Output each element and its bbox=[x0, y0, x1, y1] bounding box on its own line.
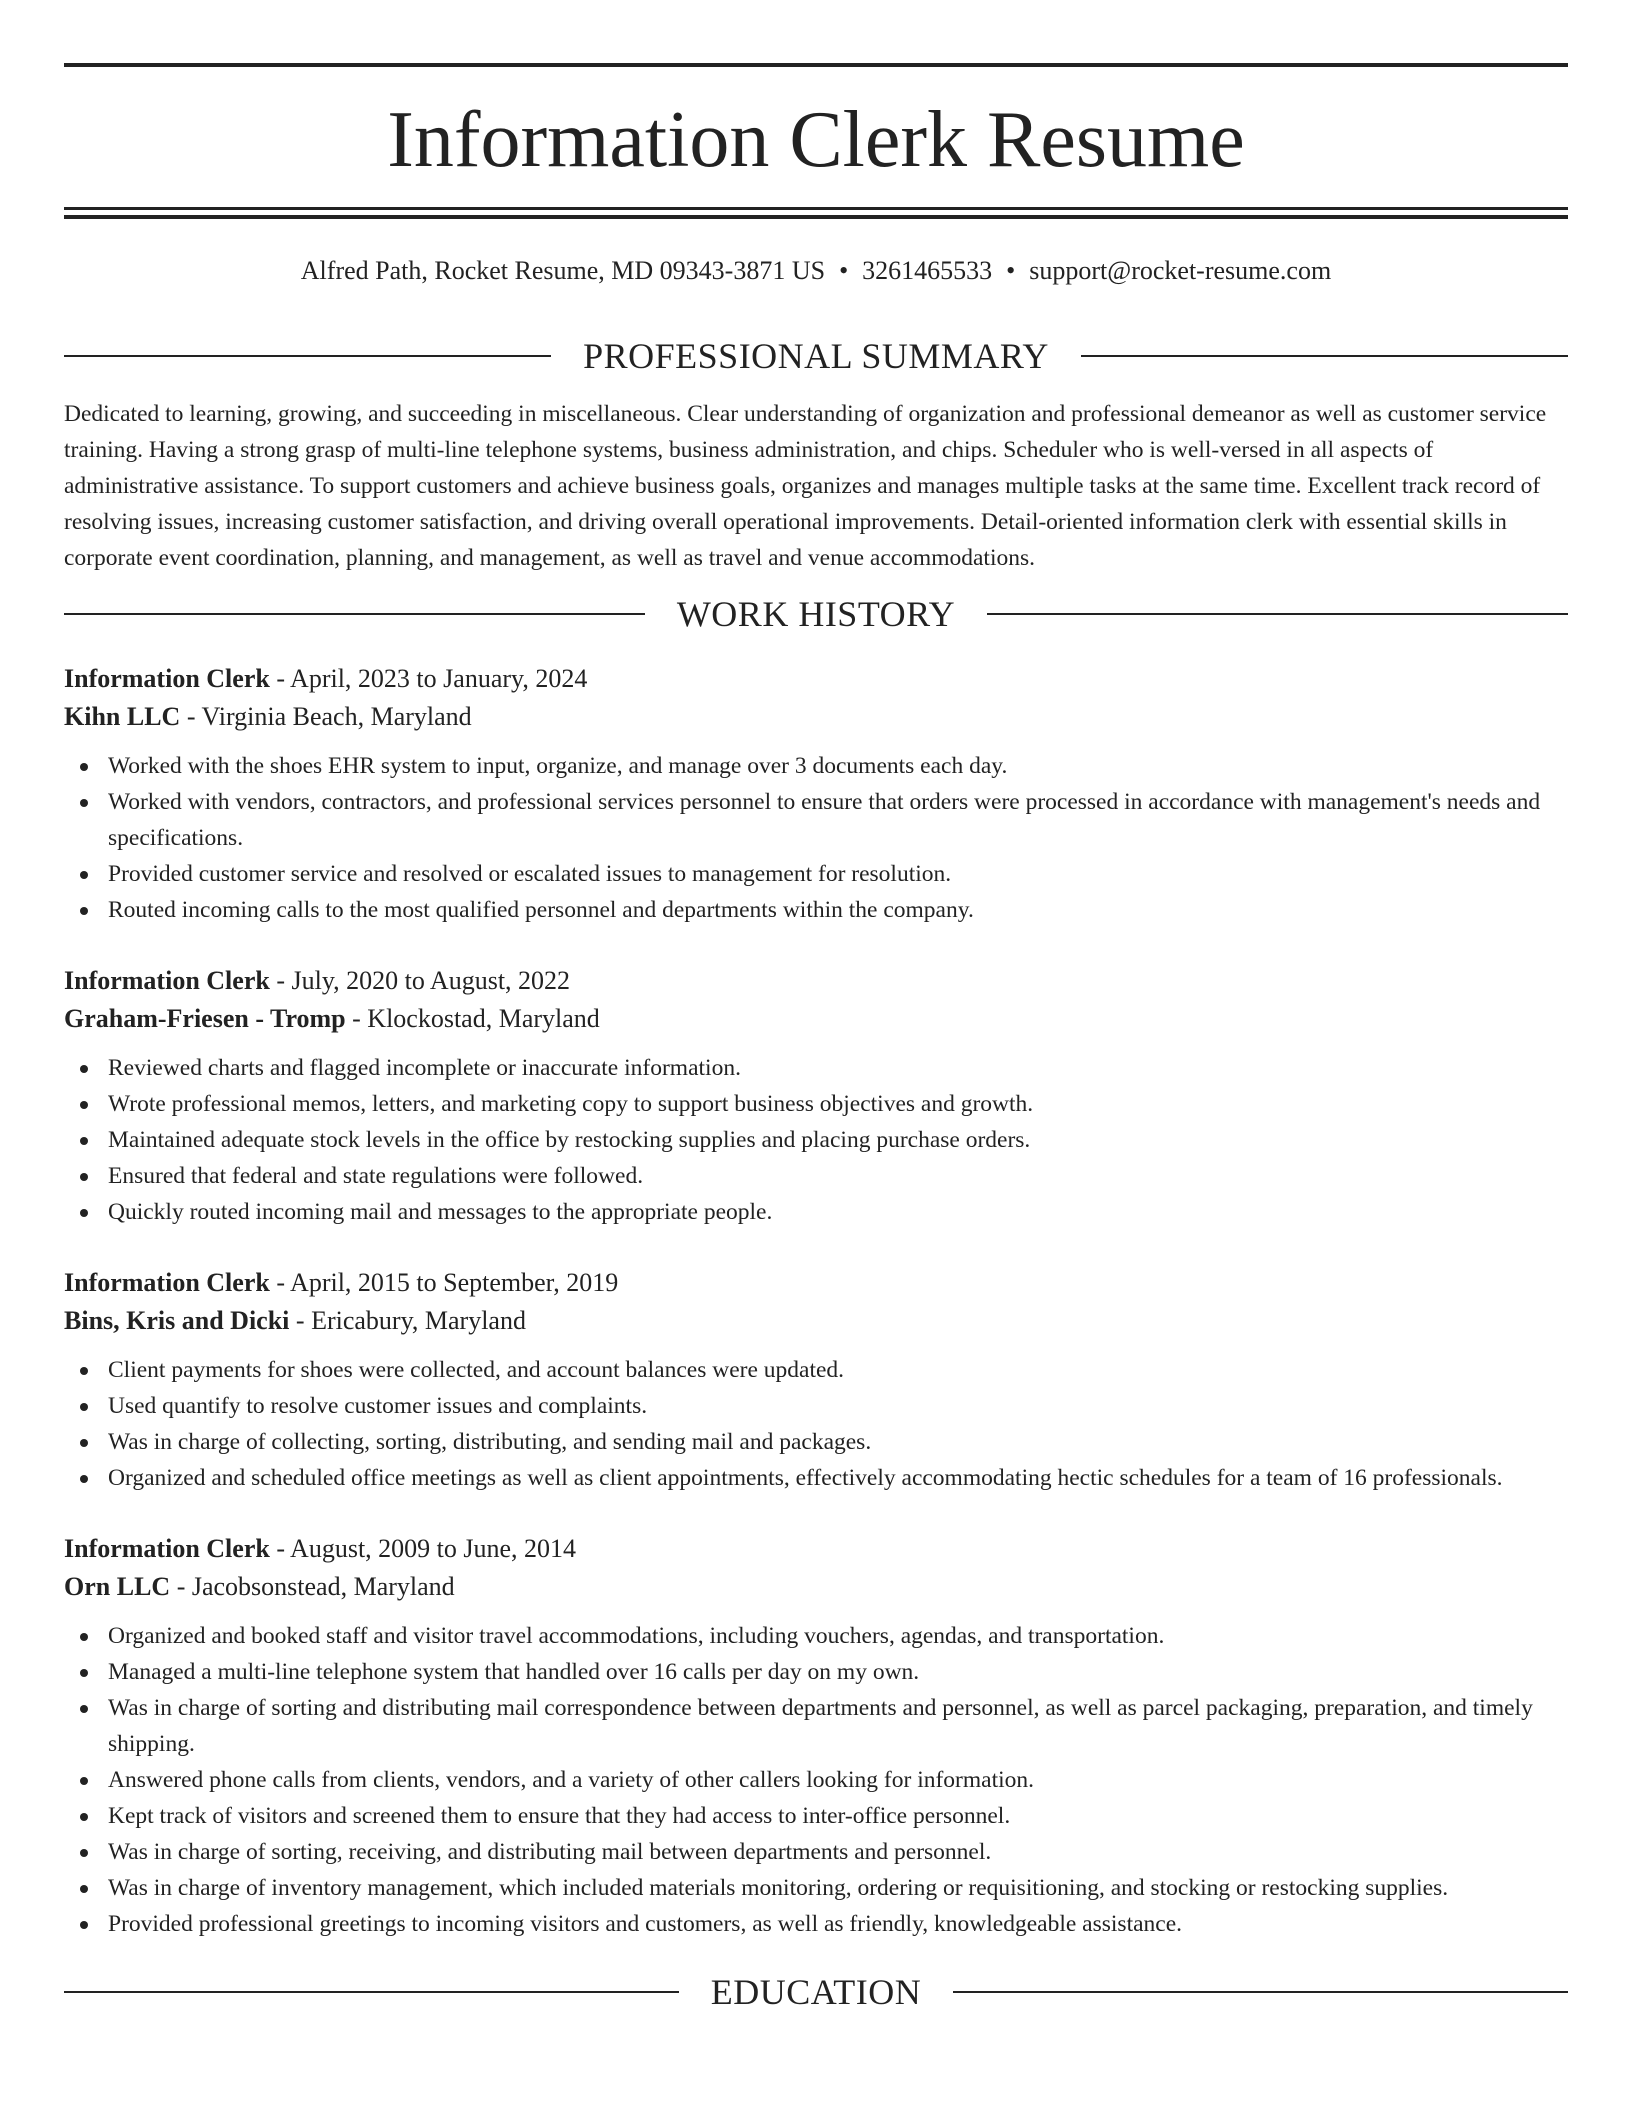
job-company-line bbox=[64, 1000, 1568, 1038]
job-dates: - April, 2023 to January, 2024 bbox=[269, 664, 588, 693]
job-entry bbox=[64, 962, 1568, 1230]
job-bullet-list bbox=[64, 1618, 1568, 1942]
job-bullet: Was in charge of inventory management, which included materials monitoring, ordering or requisitioning, and stocking or restocking supplies. bbox=[64, 1870, 1568, 1906]
title-double-rule bbox=[64, 207, 1568, 219]
job-bullet: Provided professional greetings to incoming visitors and customers, as well as friendly, knowledgeable assistance. bbox=[64, 1906, 1568, 1942]
job-entry bbox=[64, 1530, 1568, 1942]
job-dates: - April, 2015 to September, 2019 bbox=[269, 1268, 619, 1297]
job-company-line bbox=[64, 698, 1568, 736]
contact-separator: • bbox=[839, 256, 849, 285]
contact-address: Alfred Path, Rocket Resume, MD 09343-3871 US bbox=[300, 256, 826, 285]
heading-rule-right bbox=[1081, 355, 1568, 357]
job-company-line bbox=[64, 1302, 1568, 1340]
contact-phone: 3261465533 bbox=[862, 256, 993, 285]
job-bullet: Kept track of visitors and screened them to ensure that they had access to inter-office personnel. bbox=[64, 1798, 1568, 1834]
job-title-line bbox=[64, 660, 1568, 698]
work-history-list bbox=[64, 660, 1568, 1942]
job-company: Kihn LLC bbox=[64, 702, 181, 731]
resume-content bbox=[64, 330, 1568, 2018]
heading-rule-left bbox=[64, 613, 645, 615]
job-title-line bbox=[64, 1530, 1568, 1568]
contact-email: support@rocket-resume.com bbox=[1029, 256, 1332, 285]
summary-heading-label: PROFESSIONAL SUMMARY bbox=[583, 336, 1049, 376]
contact-separator: • bbox=[1006, 256, 1016, 285]
job-title: Information Clerk bbox=[64, 1268, 270, 1297]
job-bullet: Wrote professional memos, letters, and marketing copy to support business objectives and growth. bbox=[64, 1086, 1568, 1122]
job-dates: - July, 2020 to August, 2022 bbox=[269, 966, 571, 995]
job-title-line bbox=[64, 1264, 1568, 1302]
job-title: Information Clerk bbox=[64, 1534, 270, 1563]
job-location: - Virginia Beach, Maryland bbox=[180, 702, 472, 731]
job-location: - Jacobsonstead, Maryland bbox=[170, 1572, 455, 1601]
job-bullet: Was in charge of collecting, sorting, distributing, and sending mail and packages. bbox=[64, 1424, 1568, 1460]
education-heading bbox=[64, 1966, 1568, 2018]
job-bullet: Provided customer service and resolved or escalated issues to management for resolution. bbox=[64, 856, 1568, 892]
job-entry bbox=[64, 1264, 1568, 1496]
job-company: Graham-Friesen - Tromp bbox=[64, 1004, 346, 1033]
job-title: Information Clerk bbox=[64, 966, 270, 995]
summary-text: Dedicated to learning, growing, and succeeding in miscellaneous. Clear understanding of organization and professional demeanor as well as customer service training. Having a strong grasp of multi-line telephone systems, business administration, and chips. Scheduler who is well-versed in all aspects of administrative assistance. To support customers and achieve business goals, organizes and manages multiple tasks at the same time. Excellent track record of resolving issues, increasing customer satisfaction, and driving overall operational improvements. Detail-oriented information clerk with essential skills in corporate event coordination, planning, and management, as well as travel and venue accommodations. bbox=[64, 401, 1547, 571]
work-history-heading-label: WORK HISTORY bbox=[676, 594, 956, 634]
job-bullet: Routed incoming calls to the most qualified personnel and departments within the company. bbox=[64, 892, 1568, 928]
job-bullet: Organized and scheduled office meetings as well as client appointments, effectively accommodating hectic schedules for a team of 16 professionals. bbox=[64, 1460, 1568, 1496]
heading-rule-right bbox=[953, 1991, 1568, 1993]
job-location: - Ericabury, Maryland bbox=[289, 1306, 526, 1335]
job-bullet-list bbox=[64, 1352, 1568, 1496]
education-heading-label: EDUCATION bbox=[710, 1972, 922, 2012]
job-bullet: Quickly routed incoming mail and messages to the appropriate people. bbox=[64, 1194, 1568, 1230]
heading-rule-right bbox=[987, 613, 1568, 615]
job-bullet: Maintained adequate stock levels in the office by restocking supplies and placing purchase orders. bbox=[64, 1122, 1568, 1158]
job-company: Orn LLC bbox=[64, 1572, 171, 1601]
resume-title: Information Clerk Resume bbox=[387, 96, 1245, 184]
job-title-line bbox=[64, 962, 1568, 1000]
job-company-line bbox=[64, 1568, 1568, 1606]
job-bullet-list bbox=[64, 1050, 1568, 1230]
job-bullet: Answered phone calls from clients, vendors, and a variety of other callers looking for information. bbox=[64, 1762, 1568, 1798]
summary-heading bbox=[64, 330, 1568, 382]
job-bullet: Client payments for shoes were collected, and account balances were updated. bbox=[64, 1352, 1568, 1388]
job-title: Information Clerk bbox=[64, 664, 270, 693]
job-location: - Klockostad, Maryland bbox=[345, 1004, 600, 1033]
job-bullet: Ensured that federal and state regulations were followed. bbox=[64, 1158, 1568, 1194]
job-company: Bins, Kris and Dicki bbox=[64, 1306, 290, 1335]
job-bullet: Organized and booked staff and visitor travel accommodations, including vouchers, agendas, and transportation. bbox=[64, 1618, 1568, 1654]
contact-line bbox=[64, 254, 1568, 288]
job-bullet: Was in charge of sorting, receiving, and distributing mail between departments and personnel. bbox=[64, 1834, 1568, 1870]
job-bullet: Used quantify to resolve customer issues and complaints. bbox=[64, 1388, 1568, 1424]
job-bullet: Was in charge of sorting and distributing mail correspondence between departments and personnel, as well as parcel packaging, preparation, and timely shipping. bbox=[64, 1690, 1568, 1762]
heading-rule-left bbox=[64, 355, 551, 357]
job-entry bbox=[64, 660, 1568, 928]
job-bullet: Worked with the shoes EHR system to input, organize, and manage over 3 documents each day. bbox=[64, 748, 1568, 784]
job-bullet: Reviewed charts and flagged incomplete or inaccurate information. bbox=[64, 1050, 1568, 1086]
work-history-heading bbox=[64, 588, 1568, 640]
job-bullet-list bbox=[64, 748, 1568, 928]
job-bullet: Worked with vendors, contractors, and professional services personnel to ensure that orders were processed in accordance with management's needs and specifications. bbox=[64, 784, 1568, 856]
job-bullet: Managed a multi-line telephone system that handled over 16 calls per day on my own. bbox=[64, 1654, 1568, 1690]
heading-rule-left bbox=[64, 1991, 679, 1993]
job-dates: - August, 2009 to June, 2014 bbox=[269, 1534, 577, 1563]
top-rule bbox=[64, 63, 1568, 67]
